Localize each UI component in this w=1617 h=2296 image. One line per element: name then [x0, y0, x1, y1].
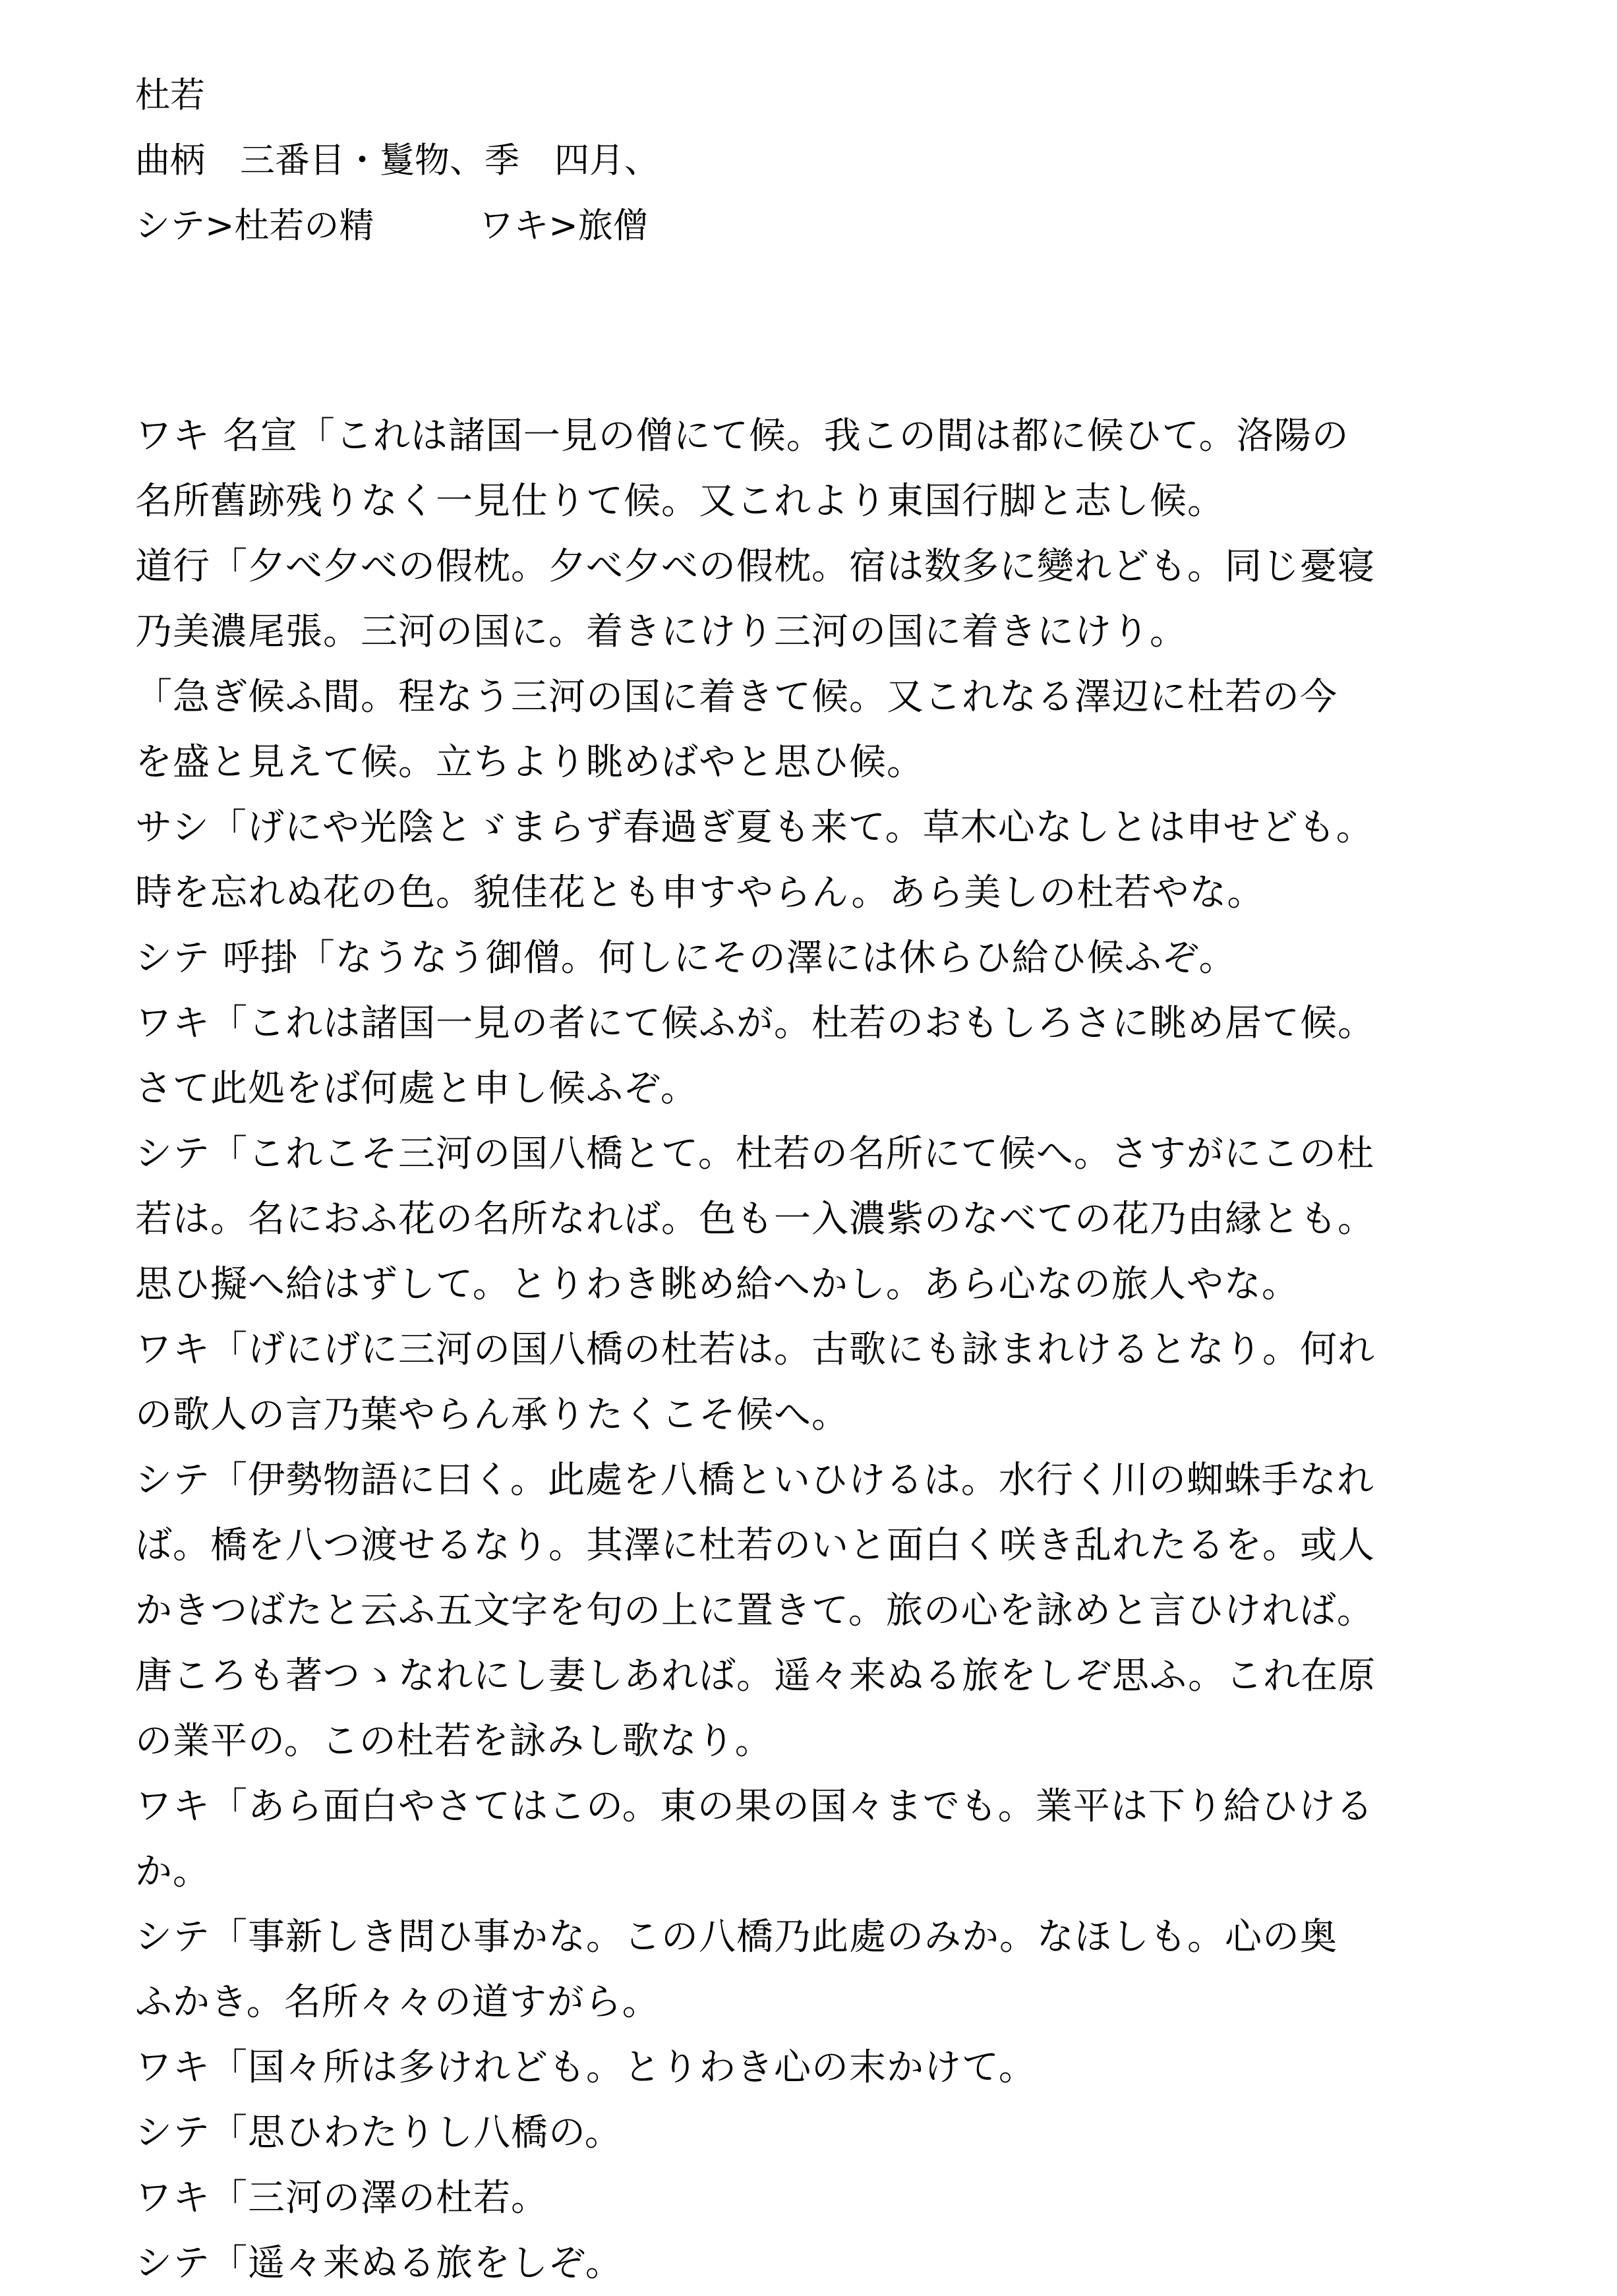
- text-line: さて此処をば何處と申し候ふぞ。: [135, 1067, 698, 1110]
- play-classification: 曲柄 三番目・鬘物、季 四月、: [135, 140, 659, 181]
- text-line: ワキ「これは諸国一見の者にて候ふが。杜若のおもしろさに眺め居て候。: [135, 1002, 1375, 1045]
- text-line: シテ「事新しき問ひ事かな。この八橋乃此處のみか。なほしも。心の奥: [135, 1916, 1338, 1958]
- text-line: 唐ころも著つゝなれにし妻しあれば。遥々来ぬる旅をしぞ思ふ。これ在原: [135, 1655, 1376, 1697]
- text-line: の歌人の言乃葉やらん承りたくこそ候へ。: [135, 1394, 849, 1436]
- text-line: シテ「遥々来ぬる旅をしぞ。: [135, 2242, 623, 2285]
- text-line: シテ「これこそ三河の国八橋とて。杜若の名所にて候へ。さすがにこの杜: [135, 1133, 1374, 1175]
- text-line: の業平の。この杜若を詠みし歌なり。: [135, 1720, 773, 1763]
- text-line: 若は。名におふ花の名所なれば。色も一入濃紫のなべての花乃由縁とも。: [135, 1198, 1375, 1241]
- text-line: ば。橋を八つ渡せるなり。其澤に杜若のいと面白く咲き乱れたるを。或人: [135, 1524, 1375, 1567]
- text-line: ワキ「あら面白やさてはこの。東の果の国々までも。業平は下り給ひける: [135, 1785, 1374, 1828]
- play-title: 杜若: [135, 75, 205, 115]
- document-header: [135, 75, 1486, 274]
- text-line: シテ「伊勢物語に曰く。此處を八橋といひけるは。水行く川の蜘蛛手なれ: [135, 1459, 1374, 1502]
- text-line: ワキ「げにげに三河の国八橋の杜若は。古歌にも詠まれけるとなり。何れ: [135, 1328, 1375, 1371]
- text-line: か。: [135, 1850, 210, 1893]
- text-line: を盛と見えて候。立ちより眺めばやと思ひ候。: [135, 741, 924, 784]
- text-line: ふかき。名所々々の道すがら。: [135, 1981, 660, 2024]
- text-line: 名所舊跡残りなく一見仕りて候。又これより東国行脚と志し候。: [135, 480, 1225, 523]
- text-line: 乃美濃尾張。三河の国に。着きにけり三河の国に着きにけり。: [135, 610, 1187, 653]
- text-line: 思ひ擬へ給はずして。とりわき眺め給へかし。あら心なの旅人やな。: [135, 1263, 1299, 1306]
- text-line: 時を忘れぬ花の色。貌佳花とも申すやらん。あら美しの杜若やな。: [135, 871, 1265, 914]
- script-text: [135, 403, 1486, 2296]
- text-line: 道行「夕べ夕べの假枕。夕べ夕べの假枕。宿は数多に變れども。同じ憂寝: [135, 545, 1375, 588]
- text-line: サシ「げにや光陰とゞまらず春過ぎ夏も来て。草木心なしとは申せども。: [135, 806, 1374, 849]
- text-line: ワキ「三河の澤の杜若。: [135, 2177, 548, 2220]
- text-line: シテ「思ひわたりし八橋の。: [135, 2111, 622, 2154]
- text-line: 「急ぎ候ふ間。程なう三河の国に着きて候。又これなる澤辺に杜若の今: [135, 676, 1338, 719]
- text-line: ワキ 名宣「これは諸国一見の僧にて候。我この間は都に候ひて。洛陽の: [135, 415, 1349, 457]
- text-line: シテ 呼掛「なうなう御僧。何しにその澤には休らひ給ひ候ふぞ。: [135, 937, 1237, 980]
- text-line: ワキ「国々所は多けれども。とりわき心の末かけて。: [135, 2046, 1036, 2089]
- text-line: かきつばたと云ふ五文字を句の上に置きて。旅の心を詠めと言ひければ。: [135, 1589, 1374, 1632]
- play-roles: シテ>杜若の精 ワキ>旅僧: [135, 206, 648, 246]
